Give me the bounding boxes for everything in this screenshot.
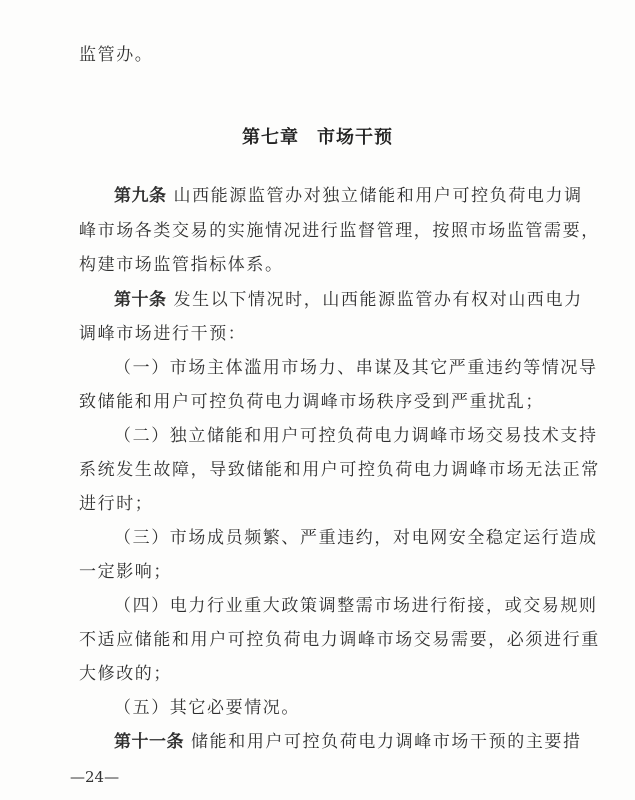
item-3-line-2: 一定影响；	[79, 562, 172, 582]
item-2-line-3: 进行时；	[79, 494, 154, 514]
article-10-text-1: 发生以下情况时，山西能源监管办有权对山西电力	[173, 290, 583, 310]
page-number: —24—	[70, 768, 120, 786]
article-11-text-1: 储能和用户可控负荷电力调峰市场干预的主要措	[191, 732, 582, 752]
article-11-line-1	[114, 731, 582, 753]
article-10-line-1	[114, 289, 583, 311]
item-3-line-1: （三）市场成员频繁、严重违约，对电网安全稳定运行造成	[114, 528, 598, 548]
article-9-line-2: 峰市场各类交易的实施情况进行监督管理，按照市场监管需要，	[79, 221, 600, 241]
article-9-text-1: 山西能源监管办对独立储能和用户可控负荷电力调	[173, 186, 583, 206]
item-2-line-2: 系统发生故障，导致储能和用户可控负荷电力调峰市场无法正常	[79, 460, 600, 480]
item-4-line-2: 不适应储能和用户可控负荷电力调峰市场交易需要，必须进行重	[79, 630, 600, 650]
chapter-heading	[0, 123, 635, 149]
item-4-line-1: （四）电力行业重大政策调整需市场进行衔接，或交易规则	[114, 596, 598, 616]
item-5-line-1: （五）其它必要情况。	[114, 698, 300, 718]
item-2-line-1: （二）独立储能和用户可控负荷电力调峰市场交易技术支持	[114, 426, 598, 446]
item-4-line-3: 大修改的；	[79, 664, 172, 684]
article-10-line-2: 调峰市场进行干预：	[79, 324, 247, 344]
item-1-line-2: 致储能和用户可控负荷电力调峰市场秩序受到严重扰乱；	[79, 392, 544, 412]
article-9-line-3: 构建市场监管指标体系。	[79, 255, 284, 275]
article-9-line-1	[114, 185, 583, 207]
top-fragment-text: 监管办。	[79, 45, 154, 65]
article-9-heading: 第九条	[114, 186, 167, 206]
chapter-number: 第七章	[242, 127, 299, 148]
item-1-line-1: （一）市场主体滥用市场力、串谋及其它严重违约等情况导	[114, 358, 598, 378]
article-11-heading: 第十一条	[114, 732, 184, 752]
chapter-title: 市场干预	[317, 127, 393, 148]
article-10-heading: 第十条	[114, 290, 167, 310]
